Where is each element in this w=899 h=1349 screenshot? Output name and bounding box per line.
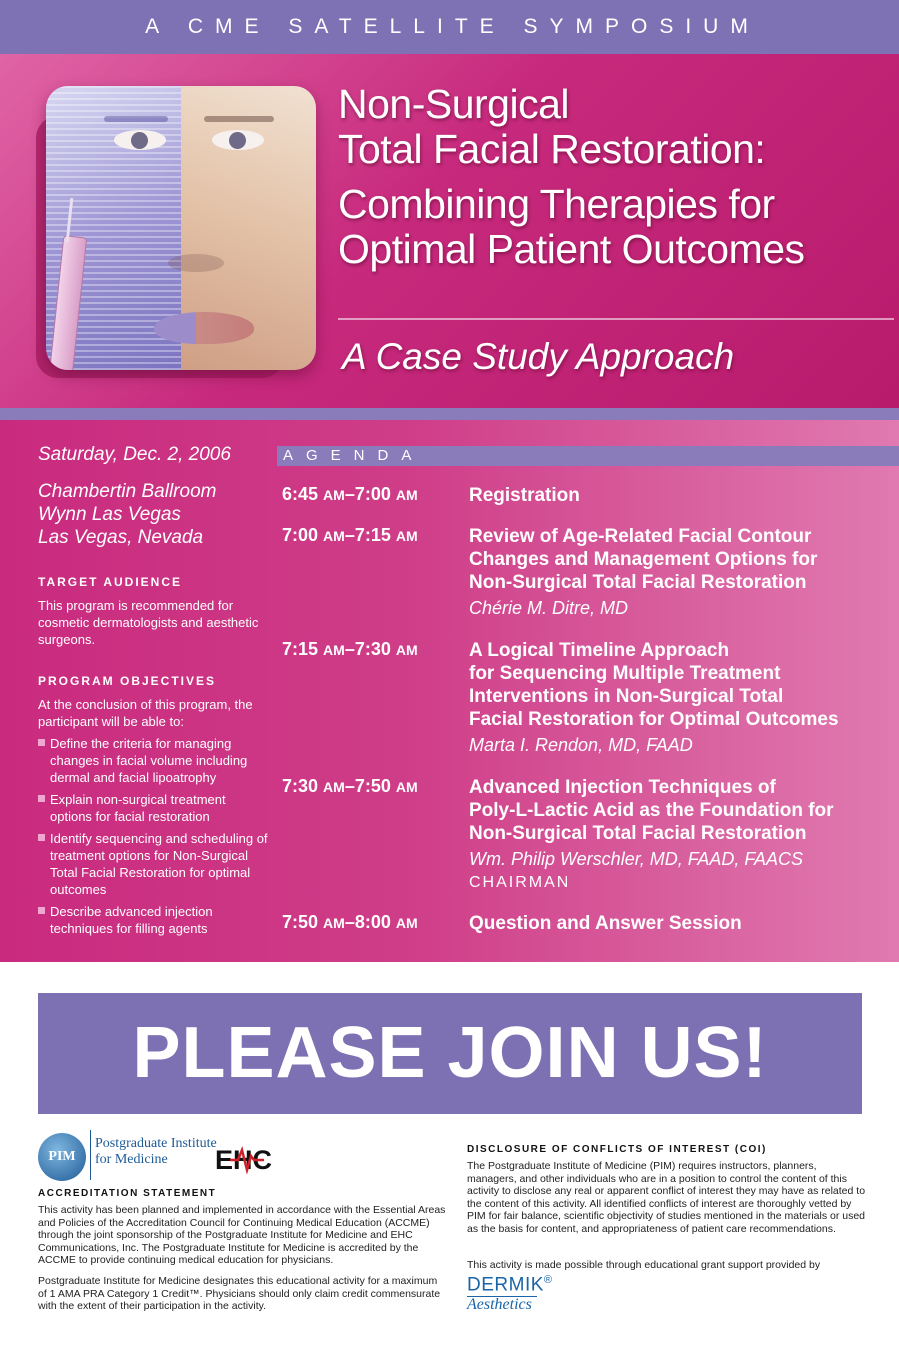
right-eye <box>212 130 264 150</box>
objective-text: Explain non-surgical treatment options for facial restoration <box>50 792 226 824</box>
time-suffix: AM <box>323 642 345 658</box>
time-suffix: AM <box>323 528 345 544</box>
list-item <box>38 830 268 898</box>
dermik-logo <box>467 1274 553 1296</box>
accreditation-text: This activity has been planned and implemented in accordance with the Essential Areas and Policies of the Accreditation Council for Continuing Medical Education (ACCME) through the joint sponsorship of the Postgraduate Institute for Medicine and EHC Communications, Inc. The Postgraduate Institute for Medicine is accredited by the ACCME to provide continuing medical education for physicians. <box>38 1204 446 1266</box>
divider-band <box>0 408 899 420</box>
time-suffix: AM <box>323 487 345 503</box>
dermik-name: DERMIK <box>467 1274 544 1296</box>
time-suffix: AM <box>395 642 418 658</box>
pim-logo: PIM <box>38 1133 86 1181</box>
title-divider <box>338 318 894 320</box>
objective-text: Define the criteria for managing changes in facial volume including dermal and facial lipoatrophy <box>50 736 248 785</box>
event-subtitle: A Case Study Approach <box>342 336 735 377</box>
slot-title <box>469 525 895 594</box>
agenda-heading: AGENDA <box>283 447 425 464</box>
title-line: Non-Surgical <box>338 81 569 127</box>
time-end: 7:30 <box>354 639 391 659</box>
bullet-icon <box>38 795 45 802</box>
time-start: 7:50 <box>282 912 319 932</box>
time-start: 7:30 <box>282 776 319 796</box>
accreditation-heading: ACCREDITATION STATEMENT <box>38 1188 217 1199</box>
pim-divider <box>90 1130 91 1180</box>
bullet-icon <box>38 739 45 746</box>
slot-speaker: Chérie M. Ditre, MD <box>469 598 629 618</box>
slot-time: 7:50 AM–8:00 AM <box>282 912 418 932</box>
credit-text: Postgraduate Institute for Medicine designates this educational activity for a maximum of 1 AMA PRA Category 1 Credit™. Physicians should only claim credit commensurate with the extent of their participation in the activity. <box>38 1275 441 1312</box>
objective-text: Describe advanced injection techniques for filling agents <box>50 904 213 936</box>
slot-title <box>469 484 895 507</box>
slot-title <box>469 912 895 935</box>
time-end: 7:00 <box>354 484 391 504</box>
time-suffix: AM <box>395 487 418 503</box>
event-details <box>38 444 268 942</box>
slot-speaker: Marta I. Rendon, MD, FAAD <box>469 735 693 755</box>
time-start: 7:00 <box>282 525 319 545</box>
time-end: 7:15 <box>354 525 391 545</box>
title-line: Optimal Patient Outcomes <box>338 226 805 272</box>
slot-title-line: Poly-L-Lactic Acid as the Foundation for <box>469 800 834 821</box>
slot-title-line: Facial Restoration for Optimal Outcomes <box>469 709 839 730</box>
time-suffix: AM <box>395 528 418 544</box>
left-brow <box>104 116 168 122</box>
event-title <box>338 82 898 272</box>
time-suffix: AM <box>395 915 418 931</box>
slot-title <box>469 776 895 845</box>
slot-time: 6:45 AM–7:00 AM <box>282 484 418 504</box>
slot-title-line: Non-Surgical Total Facial Restoration <box>469 823 807 844</box>
hero-face-photo <box>46 86 316 370</box>
venue-line: Chambertin Ballroom <box>38 481 217 502</box>
slot-title-line: Question and Answer Session <box>469 913 742 934</box>
slot-title-line: Interventions in Non-Surgical Total <box>469 686 784 707</box>
slot-title-line: Registration <box>469 485 580 506</box>
ehc-logo-text: EHC <box>215 1145 273 1174</box>
bullet-icon <box>38 907 45 914</box>
disclosure-heading: DISCLOSURE OF CONFLICTS OF INTEREST (COI) <box>467 1144 767 1155</box>
title-line: Total Facial Restoration: <box>338 126 766 172</box>
time-end: 7:50 <box>354 776 391 796</box>
grant-text: This activity is made possible through educational grant support provided by <box>467 1259 821 1271</box>
time-suffix: AM <box>323 779 345 795</box>
list-item <box>38 735 268 786</box>
dermik-sub: Aesthetics <box>467 1296 532 1313</box>
right-brow <box>204 116 274 122</box>
event-date: Saturday, Dec. 2, 2006 <box>38 444 231 465</box>
time-end: 8:00 <box>354 912 391 932</box>
disclosure-text: The Postgraduate Institute of Medicine (PIM) requires instructors, planners, managers, and other individuals who are in a position to control the content of this activity to disclose any real or apparent conflict of interest they may have as related to the content of this activity. All identified conflicts of interest are thoroughly vetted by PIM for fair balance, scientific objectivity of studies mentioned in the materials or used as the basis for content, and appropriateness of patient care recommendations. <box>467 1160 866 1235</box>
slot-title-line: Changes and Management Options for <box>469 549 818 570</box>
time-suffix: AM <box>395 779 418 795</box>
event-venue <box>38 480 268 549</box>
objectives-list <box>38 735 268 937</box>
time-start: 6:45 <box>282 484 319 504</box>
lips <box>154 312 254 344</box>
slot-title-line: Non-Surgical Total Facial Restoration <box>469 572 807 593</box>
venue-line: Wynn Las Vegas <box>38 504 181 525</box>
pim-name <box>95 1136 217 1168</box>
symposium-band: A CME SATELLITE SYMPOSIUM <box>0 0 899 54</box>
slot-title-line: A Logical Timeline Approach <box>469 640 730 661</box>
venue-line: Las Vegas, Nevada <box>38 527 204 548</box>
slot-time: 7:30 AM–7:50 AM <box>282 776 418 796</box>
objective-text: Identify sequencing and scheduling of treatment options for Non-Surgical Total Facial Restoration for optimal outcomes <box>50 831 268 897</box>
join-text: PLEASE JOIN US! <box>132 1013 768 1093</box>
slot-time: 7:15 AM–7:30 AM <box>282 639 418 659</box>
slot-title-line: for Sequencing Multiple Treatment <box>469 663 781 684</box>
title-line: Combining Therapies for <box>338 181 775 227</box>
registered-mark: ® <box>543 1274 553 1286</box>
slot-time: 7:00 AM–7:15 AM <box>282 525 418 545</box>
target-audience-heading: TARGET AUDIENCE <box>38 575 182 589</box>
objectives-intro: At the conclusion of this program, the participant will be able to: <box>38 697 253 729</box>
slot-speaker: Wm. Philip Werschler, MD, FAAD, FAACS <box>469 849 804 869</box>
time-start: 7:15 <box>282 639 319 659</box>
target-audience-text: This program is recommended for cosmetic dermatologists and aesthetic surgeons. <box>38 598 259 647</box>
pim-name-line: Postgraduate Institute <box>95 1136 217 1151</box>
time-suffix: AM <box>323 915 345 931</box>
slot-title-line: Advanced Injection Techniques of <box>469 777 776 798</box>
list-item <box>38 791 268 825</box>
slot-role: CHAIRMAN <box>469 874 571 891</box>
nose-shade <box>168 254 224 272</box>
slot-title-line: Review of Age-Related Facial Contour <box>469 526 812 547</box>
objectives-heading: PROGRAM OBJECTIVES <box>38 674 217 688</box>
list-item <box>38 903 268 937</box>
left-eye <box>114 130 166 150</box>
bullet-icon <box>38 834 45 841</box>
pim-name-line: for Medicine <box>95 1152 168 1167</box>
slot-title <box>469 639 895 731</box>
ehc-logo <box>214 1144 294 1174</box>
